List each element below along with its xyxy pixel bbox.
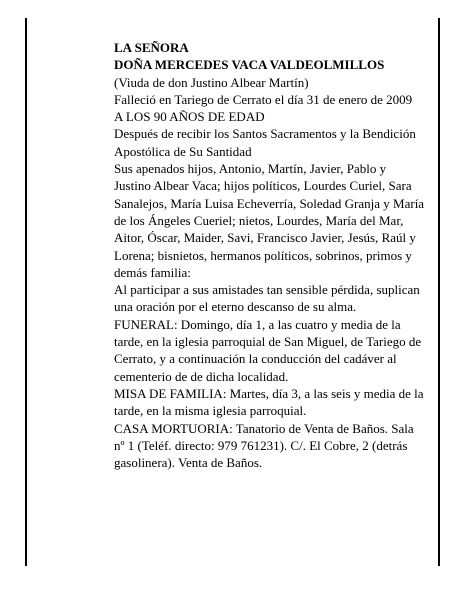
funeral-paragraph: FUNERAL: Domingo, día 1, a las cuatro y media de la tarde, en la iglesia parroquial de San Miguel, de Tariego de Cerrato, y a continuación la conducción del cadáver al cementerio de de dicha localidad. (114, 316, 422, 384)
obituary-notice (114, 39, 426, 471)
family-mass-paragraph: MISA DE FAMILIA: Martes, día 3, a las seis y media de la tarde, en la misma iglesia parroquial. (114, 385, 424, 419)
family-paragraph: Sus apenados hijos, Antonio, Martín, Javier, Pablo y Justino Albear Vaca; hijos políticos, Lourdes Curiel, Sara Sanalejos, María Luisa Echeverría, Soledad Granja y María de los Ángeles Cueriel; nietos, Lourdes, María del Mar, Aitor, Óscar, Maider, Savi, Francisco Javier, Jesús, Raúl y Lorena; bisnietos, hermanos políticos, sobrinos, primos y demás familia: (114, 161, 425, 280)
left-border-line (25, 18, 27, 566)
sacraments-line: Después de recibir los Santos Sacramentos y la Bendición Apostólica de Su Santidad (114, 126, 416, 159)
deceased-name: DOÑA MERCEDES VACA VALDEOLMILLOS (114, 57, 385, 73)
right-border-line (438, 18, 440, 566)
request-paragraph: Al participar a sus amistades tan sensible pérdida, suplican una oración por el eterno descanso de su alma. (114, 282, 420, 315)
death-line: Falleció en Tariego de Cerrato el día 31 de enero de 2009 (114, 91, 413, 107)
age-line: A LOS 90 AÑOS DE EDAD (114, 109, 265, 125)
mortuary-paragraph: CASA MORTUORIA: Tanatorio de Venta de Baños. Sala nº 1 (Teléf. directo: 979 761231). C/. El Cobre, 2 (detrás gasolinera). Venta de Baños. (114, 420, 414, 471)
notice-title: LA SEÑORA (114, 40, 189, 55)
widow-line: (Viuda de don Justino Albear Martín) (114, 74, 309, 90)
